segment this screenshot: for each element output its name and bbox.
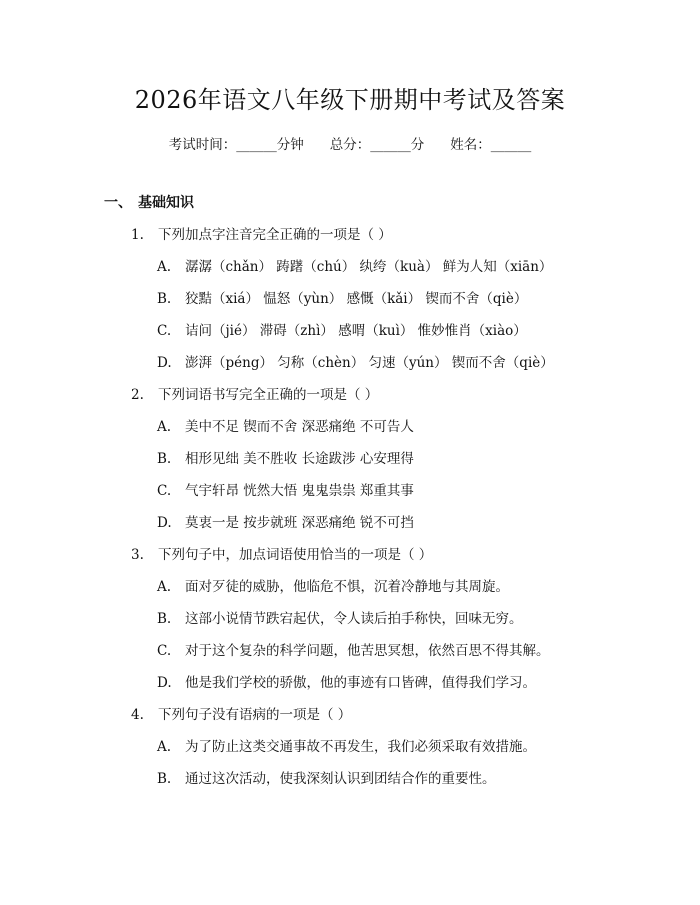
option-label: B.: [157, 451, 172, 467]
section-number: 一、: [104, 195, 132, 211]
option-label: A.: [157, 579, 172, 595]
section-heading: [104, 192, 194, 212]
question-stem: 下列句子没有语病的一项是（ ）: [158, 707, 352, 723]
question-number: 4.: [131, 707, 144, 723]
option-text: 他是我们学校的骄傲，他的事迹有口皆碑，值得我们学习。: [185, 675, 536, 691]
option-text: 对于这个复杂的科学问题，他苦思冥想，依然百思不得其解。: [185, 643, 550, 659]
question-3-option-a: [157, 575, 509, 595]
option-label: B.: [157, 771, 172, 787]
question-1-option-d: [157, 351, 554, 371]
option-label: D.: [157, 355, 172, 371]
question-stem: 下列词语书写完全正确的一项是（ ）: [158, 387, 379, 403]
option-label: B.: [157, 611, 172, 627]
question-3-option-d: [157, 671, 536, 691]
option-label: A.: [157, 739, 172, 755]
question-3-option-b: [157, 607, 523, 627]
question-1-option-c: [157, 319, 527, 339]
question-2-option-b: [157, 447, 414, 467]
question-stem: 下列句子中，加点词语使用恰当的一项是（ ）: [158, 547, 433, 563]
option-label: C.: [157, 643, 172, 659]
question-2-option-a: [157, 415, 414, 435]
question-2-option-c: [157, 479, 414, 499]
exam-meta-line: [0, 133, 700, 153]
student-name-field: 姓名：______: [450, 137, 532, 153]
question-2: [131, 383, 378, 403]
section-title: 基础知识: [138, 195, 194, 211]
question-1: [131, 223, 392, 243]
option-text: 澎湃（péng） 匀称（chèn） 匀速（yún） 锲而不舍（qiè）: [185, 355, 554, 371]
option-text: 相形见绌 美不胜收 长途跋涉 心安理得: [185, 451, 414, 467]
option-label: C.: [157, 323, 172, 339]
question-1-option-b: [157, 287, 527, 307]
option-text: 通过这次活动，使我深刻认识到团结合作的重要性。: [185, 771, 496, 787]
option-label: A.: [157, 419, 172, 435]
question-4-option-a: [157, 735, 536, 755]
option-text: 这部小说情节跌宕起伏，令人读后拍手称快，回味无穷。: [185, 611, 523, 627]
option-label: A.: [157, 259, 172, 275]
option-text: 诘问（jié） 滞碍（zhì） 感喟（kuì） 惟妙惟肖（xiào）: [185, 323, 527, 339]
question-number: 2.: [131, 387, 144, 403]
option-label: C.: [157, 483, 172, 499]
question-3: [131, 543, 432, 563]
option-text: 莫衷一是 按步就班 深恶痛绝 锐不可挡: [185, 515, 414, 531]
option-text: 为了防止这类交通事故不再发生，我们必须采取有效措施。: [185, 739, 536, 755]
question-1-option-a: [157, 255, 552, 275]
option-text: 面对歹徒的威胁，他临危不惧，沉着冷静地与其周旋。: [185, 579, 509, 595]
exam-time-field: 考试时间：______分钟: [168, 137, 304, 153]
question-2-option-d: [157, 511, 414, 531]
question-4: [131, 703, 351, 723]
option-label: D.: [157, 515, 172, 531]
question-3-option-c: [157, 639, 550, 659]
page-title: 2026年语文八年级下册期中考试及答案: [134, 86, 566, 114]
option-text: 狡黠（xiá） 愠怒（yùn） 感慨（kǎi） 锲而不舍（qiè）: [185, 291, 528, 307]
option-text: 美中不足 锲而不舍 深恶痛绝 不可告人: [185, 419, 414, 435]
question-number: 1.: [131, 227, 144, 243]
option-label: B.: [157, 291, 172, 307]
question-4-option-b: [157, 767, 496, 787]
question-stem: 下列加点字注音完全正确的一项是（ ）: [158, 227, 392, 243]
option-label: D.: [157, 675, 172, 691]
total-score-field: 总分：______分: [329, 137, 425, 153]
question-number: 3.: [131, 547, 144, 563]
option-text: 潺潺（chǎn） 踌躇（chú） 纨绔（kuà） 鲜为人知（xiān）: [185, 259, 553, 275]
option-text: 气宇轩昂 恍然大悟 鬼鬼祟祟 郑重其事: [185, 483, 414, 499]
